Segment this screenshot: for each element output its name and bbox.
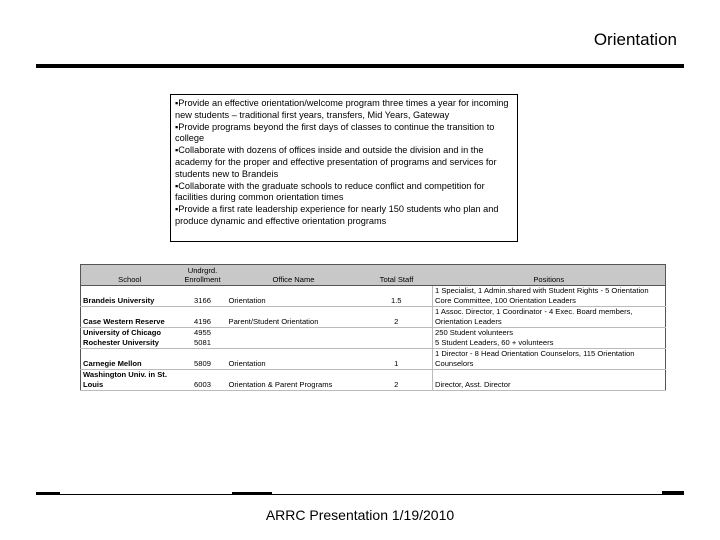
table-row: Brandeis University 3166 Orientation 1.5 1 Specialist, 1 Admin.shared with Student Rights - 5 Orientation Core Committee, 100 Orientation Leaders (81, 286, 666, 307)
footer-text: ARRC Presentation 1/19/2010 (265, 507, 455, 523)
table-row: University of Chicago 4955 250 Student volunteers (81, 328, 666, 339)
goals-box (170, 94, 518, 242)
header-enrollment: Undrgrd. Enrollment (179, 265, 227, 286)
bullet: ▪Collaborate with dozens of offices inside and outside the division and in the academy for the proper and effective presentation of programs and services for students new to Brandeis (175, 145, 497, 179)
table-row: Carnegie Mellon 5809 Orientation 1 1 Director - 8 Head Orientation Counselors, 115 Orientation Counselors (81, 349, 666, 370)
bullet: ▪Provide an effective orientation/welcome program three times a year for incoming new students – traditional first years, transfers, Mid Years, Gateway (175, 98, 509, 120)
header-positions: Positions (433, 265, 666, 286)
table-row: Washington Univ. in St. Louis 6003 Orientation & Parent Programs 2 Director, Asst. Director (81, 370, 666, 391)
bullet: ▪Collaborate with the graduate schools to reduce conflict and competition for facilities during common orientation times (175, 180, 485, 203)
bullet: ▪Provide a first rate leadership experience for nearly 150 students who plan and produce dynamic and effective orientation programs (175, 204, 499, 226)
header-school: School (81, 265, 179, 286)
bullet: ▪Provide programs beyond the first days of classes to continue the transition to college (175, 121, 495, 144)
title-rule (36, 64, 684, 68)
header-staff: Total Staff (361, 265, 433, 286)
table-header (81, 265, 666, 286)
footer-rule (662, 491, 684, 495)
footer-rule (272, 494, 662, 495)
footer-rule (60, 494, 232, 495)
slide-title: Orientation (593, 30, 677, 49)
comparison-table (80, 264, 666, 391)
footer-rule (232, 492, 272, 495)
table-row: Case Western Reserve 4196 Parent/Student Orientation 2 1 Assoc. Director, 1 Coordinator - 4 Exec. Board members, Orientation Leaders (81, 307, 666, 328)
header-office: Office Name (227, 265, 361, 286)
footer-rule (36, 492, 60, 495)
table-row: Rochester University 5081 5 Student Leaders, 60 + volunteers (81, 338, 666, 349)
